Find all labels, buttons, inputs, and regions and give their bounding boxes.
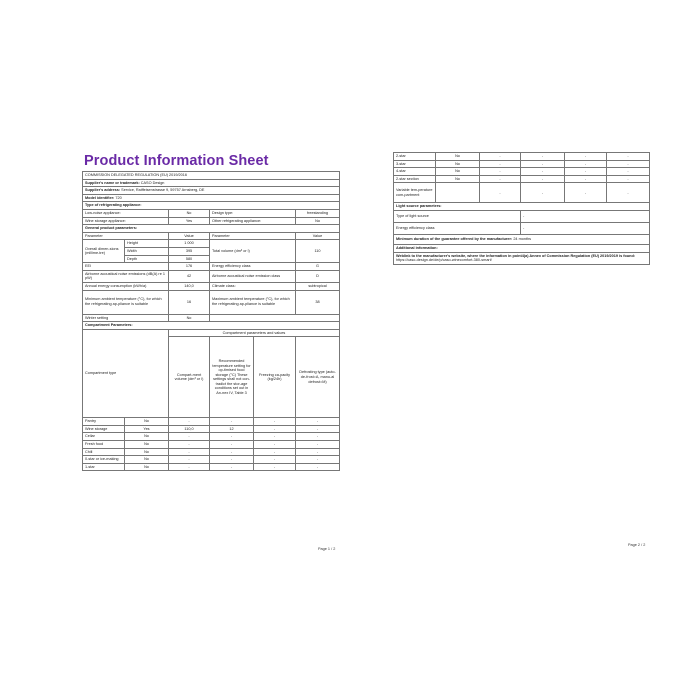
low-noise-value: No — [169, 209, 210, 217]
light-type-label: Type of light source — [394, 210, 521, 222]
energy-class-label: Energy efficiency class — [210, 263, 296, 271]
light-type-value: - — [521, 210, 650, 222]
model-identifier-row: Model identifier: 720 — [83, 194, 340, 202]
table-row: 4-star No - - - - — [394, 168, 650, 176]
freezing-capacity-header: Freezing ca-pacity (kg/24h) — [254, 337, 296, 418]
table-row: 2-star No - - - - — [394, 153, 650, 161]
max-temp-label: Maximum ambient temperature (°C), for which the refrigerating ap-pliance is suitable — [210, 290, 296, 314]
eei-label: EEI — [83, 263, 169, 271]
page-number-2: Page 2 / 2 — [628, 543, 646, 547]
winter-setting-label: Winter setting — [83, 314, 169, 322]
table-row: Chill No - - - - — [83, 448, 340, 456]
supplier-address-row: Supplier's address: Service, Raiffeisenstrasse 9, 59757 Arnsberg, DE — [83, 187, 340, 195]
min-temp-label: Minimum ambient temperature (°C), for which the refrigerating ap-pliance is suitable — [83, 290, 169, 314]
climate-class-label: Climate class: — [210, 282, 296, 290]
noise-class-value: D — [296, 270, 340, 282]
winter-setting-empty — [210, 314, 340, 322]
general-heading: General product parameters: — [83, 225, 340, 233]
wine-storage-value: Yes — [169, 217, 210, 225]
page-number-1: Page 1 / 2 — [318, 547, 336, 551]
design-type-label: Design type: — [210, 209, 296, 217]
width-value: 395 — [169, 247, 210, 255]
table-row: Wine storage Yes 110,0 12 - - — [83, 425, 340, 433]
table-row: Cellar No - - - - — [83, 433, 340, 441]
page-1 — [82, 153, 339, 471]
weblink-row: Weblink to the manufacturer's website, where the information in point4(a) Annex of Commission Regulation (EU) 2019/2019 is found: https://caso-design.de/de/p/caso-winecomfort-380-smart/ — [394, 252, 650, 264]
light-class-label: Energy efficiency class — [394, 222, 521, 234]
table-row: 2-star section No - - - - — [394, 175, 650, 183]
overall-dims-label: Overall dimen-sions (millime-tre) — [83, 240, 125, 263]
design-type-value: freestanding — [296, 209, 340, 217]
page-title: Product Information Sheet — [84, 153, 269, 169]
guarantee-row: Minimum duration of the guarantee offered by the manufacturer: 24 months — [394, 234, 650, 244]
comp-params-header: Compartment parameters and values — [169, 329, 340, 337]
climate-class-value: subtropical — [296, 282, 340, 290]
param-header-2: Parameter — [210, 232, 296, 240]
other-refrig-label: Other refrigerating appliance: — [210, 217, 296, 225]
height-label: Height — [125, 240, 169, 248]
total-volume-value: 110 — [296, 240, 340, 263]
height-value: 1 000 — [169, 240, 210, 248]
table-row: Fresh food No - - - - — [83, 441, 340, 449]
value-header-2: Value — [296, 232, 340, 240]
total-volume-label: Total volume (dm³ or l) — [210, 240, 296, 263]
noise-emissions-value: 42 — [169, 270, 210, 282]
weblink[interactable]: https://caso-design.de/de/p/caso-winecomfort-380-smart/ — [396, 258, 492, 263]
wine-storage-label: Wine storage appliance: — [83, 217, 169, 225]
table-row: 3-star No - - - - — [394, 160, 650, 168]
table-row: Pantry No - - - - — [83, 418, 340, 426]
noise-emissions-label: Airborne acoustical noise emissions (dB(A) re 1 pW) — [83, 270, 169, 282]
comp-volume-header: Compart-ment volume (dm³ or l) — [169, 337, 210, 418]
compartment-heading: Compartment Parameters: — [83, 322, 340, 330]
defrosting-type-header: Defrosting type (auto-de-frost=A, manu-al defrost=M) — [296, 337, 340, 418]
light-heading: Light source parameters: — [394, 203, 650, 211]
depth-value: 580 — [169, 255, 210, 263]
regulation: COMMISSION DELEGATED REGULATION (EU) 2019/2016 — [83, 172, 340, 180]
annual-energy-value: 140,0 — [169, 282, 210, 290]
param-header: Parameter — [83, 232, 169, 240]
table-row: 1-star No - - - - — [83, 463, 340, 471]
winter-setting-value: No — [169, 314, 210, 322]
annual-energy-label: Annual energy consumption (kWh/a) — [83, 282, 169, 290]
comp-type-header: Compartment type — [83, 329, 169, 418]
noise-class-label: Airborne acoustical noise emission class — [210, 270, 296, 282]
info-table-2 — [393, 152, 650, 265]
max-temp-value: 38 — [296, 290, 340, 314]
supplier-name-row: Supplier's name or trademark: CASO Design — [83, 179, 340, 187]
min-temp-value: 16 — [169, 290, 210, 314]
page-2 — [393, 152, 649, 265]
width-label: Width — [125, 247, 169, 255]
type-heading: Type of refrigerating appliance: — [83, 202, 340, 210]
other-refrig-value: No — [296, 217, 340, 225]
recommended-temp-header: Recommended temperature setting for op-timised food storage (°C) These settings shall not con-tradict the stor-age conditions set out in An-nex IV, Table 3 — [210, 337, 254, 418]
low-noise-label: Low-noise appliance: — [83, 209, 169, 217]
light-class-value: - — [521, 222, 650, 234]
variable-temp-row: Variable tem-perature com-partment - - - - — [394, 183, 650, 203]
table-row: 0-star or ice-making No - - - - — [83, 456, 340, 464]
depth-label: Depth — [125, 255, 169, 263]
additional-heading: Additional information: — [394, 244, 650, 252]
eei-value: 176 — [169, 263, 210, 271]
energy-class-value: G — [296, 263, 340, 271]
info-table — [82, 171, 340, 471]
value-header: Value — [169, 232, 210, 240]
